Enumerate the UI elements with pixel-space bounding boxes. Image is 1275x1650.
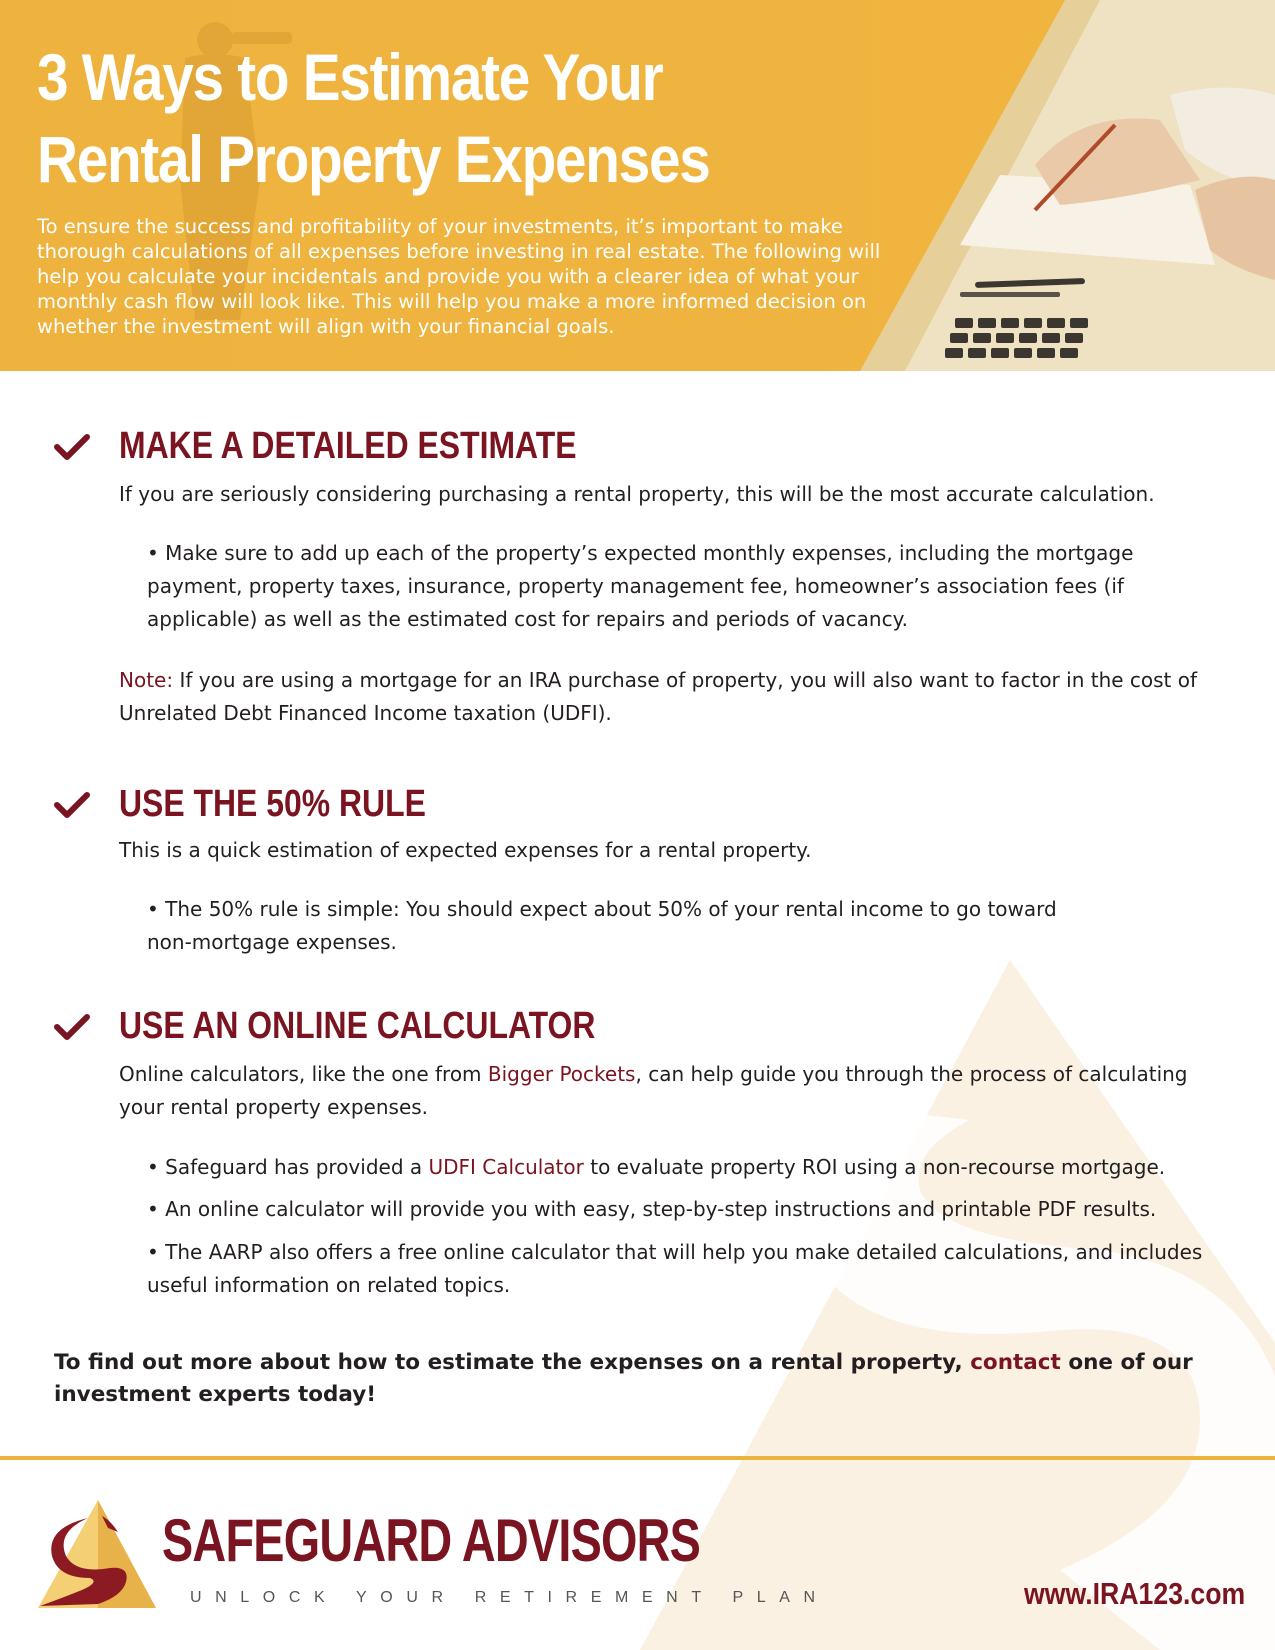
udfi-calculator-link[interactable]: UDFI Calculator xyxy=(428,1155,584,1179)
list-item: • Safeguard has provided a UDFI Calculator to evaluate property ROI using a non-recourse mortgage. xyxy=(147,1155,1166,1179)
intro-paragraph: To ensure the success and profitability of your investments, it’s important to make thorough calculations of all expenses before investing in real estate. The following will help you calculate your incidentals and provide you with a clearer idea of what your monthly cash flow will look like. This will help you make a more informed decision on whether the investment will align with your financial goals. xyxy=(37,215,881,338)
checkmark-icon xyxy=(54,433,90,461)
section-title-50-rule: USE THE 50% RULE xyxy=(119,783,426,825)
logo-tagline: UNLOCK YOUR RETIREMENT PLAN xyxy=(190,1589,829,1606)
contact-link[interactable]: contact xyxy=(970,1350,1061,1375)
list-item: • The 50% rule is simple: You should expect about 50% of your rental income to go toward non-mortgage expenses. xyxy=(147,897,1057,954)
header-banner xyxy=(0,0,1275,371)
bullet-glyph: • xyxy=(147,1155,159,1179)
list-item: • Make sure to add up each of the property’s expected monthly expenses, including the mortgage payment, property taxes, insurance, property management fee, homeowner’s association fees (if applicable) as well as the estimated cost for repairs and periods of vacancy. xyxy=(147,541,1134,631)
checkmark-icon xyxy=(54,1013,90,1041)
section-title-online-calculator: USE AN ONLINE CALCULATOR xyxy=(119,1005,596,1047)
section-intro-50-rule: This is a quick estimation of expected expenses for a rental property. xyxy=(119,838,812,862)
section-intro-online-calculator: Online calculators, like the one from Bigger Pockets, can help guide you through the process of calculating your rental property expenses. xyxy=(119,1062,1188,1119)
list-item: • An online calculator will provide you with easy, step-by-step instructions and printable PDF results. xyxy=(147,1197,1157,1221)
bullet-glyph: • xyxy=(147,1240,159,1264)
bullet-glyph: • xyxy=(147,541,159,565)
note-label: Note: xyxy=(119,668,174,692)
note-paragraph xyxy=(119,664,1229,730)
bullet-glyph: • xyxy=(147,897,159,921)
section-title-detailed-estimate: MAKE A DETAILED ESTIMATE xyxy=(119,425,577,467)
checkmark-icon xyxy=(54,791,90,819)
bullet-glyph: • xyxy=(147,1197,159,1221)
note-text: If you are using a mortgage for an IRA purchase of property, you will also want to factor in the cost of Unrelated Debt Financed Income taxation (UDFI). xyxy=(119,668,1198,725)
footer-divider xyxy=(0,1456,1275,1460)
safeguard-logo-icon xyxy=(38,1498,156,1608)
logo-wordmark: SAFEGUARD ADVISORS xyxy=(162,1507,701,1574)
closing-paragraph: To find out more about how to estimate the expenses on a rental property, contact one of our investment experts today! xyxy=(54,1350,1193,1407)
website-link[interactable]: www.IRA123.com xyxy=(1024,1576,1246,1611)
page-title: 3 Ways to Estimate Your Rental Property Expenses xyxy=(37,40,710,196)
bigger-pockets-link[interactable]: Bigger Pockets xyxy=(487,1062,636,1086)
list-item: • The AARP also offers a free online calculator that will help you make detailed calculations, and includes useful information on related topics. xyxy=(147,1240,1203,1297)
section-intro-detailed-estimate: If you are seriously considering purchasing a rental property, this will be the most accurate calculation. xyxy=(119,482,1155,506)
